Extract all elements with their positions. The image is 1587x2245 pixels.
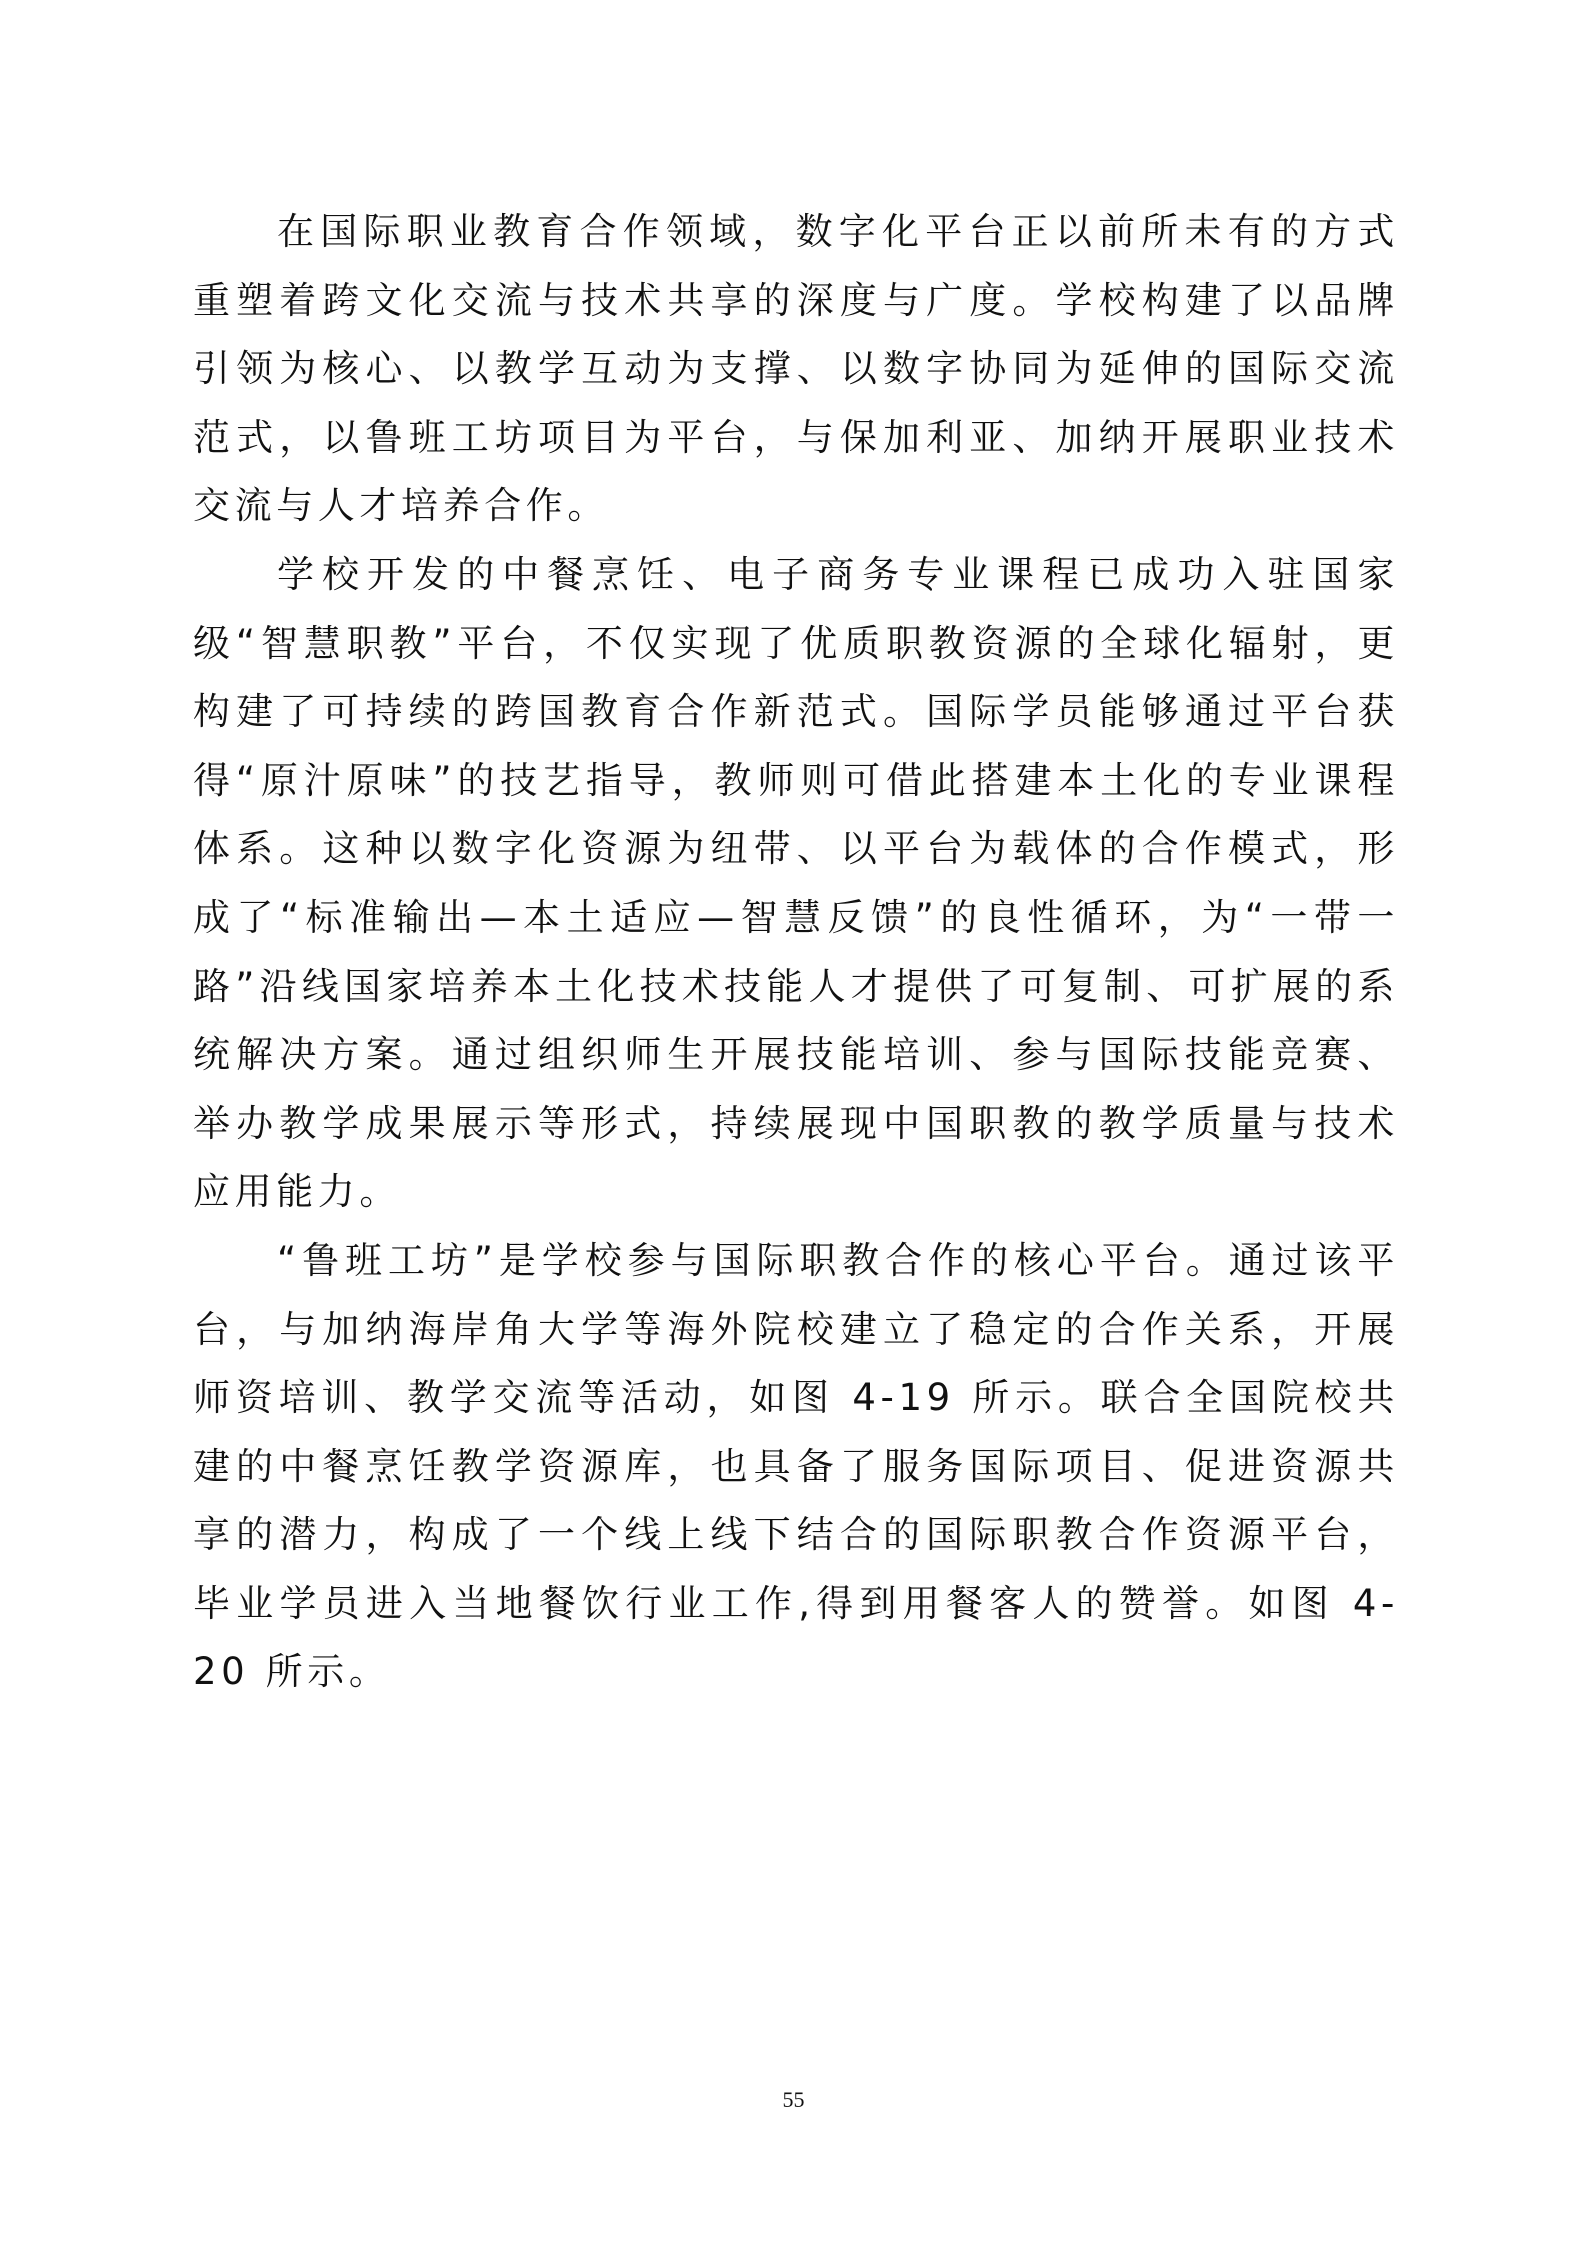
paragraph-smart-vocational-platform: 学校开发的中餐烹饪、电子商务专业课程已成功入驻国家级“智慧职教”平台，不仅实现了优质职教资源的全球化辐射，更构建了可持续的跨国教育合作新范式。国际学员能够通过平台获得“原汁原味”的技艺指导，教师则可借此搭建本土化的专业课程体系。这种以数字化资源为纽带、以平台为载体的合作模式，形成了“标准输出—本土适应—智慧反馈”的良性循环，为“一带一路”沿线国家培养本土化技术技能人才提供了可复制、可扩展的系统解决方案。通过组织师生开展技能培训、参与国际技能竞赛、举办教学成果展示等形式，持续展现中国职教的教学质量与技术应用能力。	[193, 552, 1399, 1214]
paragraph-luban-workshop: “鲁班工坊”是学校参与国际职教合作的核心平台。通过该平台，与加纳海岸角大学等海外院校建立了稳定的合作关系，开展师资培训、教学交流等活动，如图 4-19 所示。联合全国院校共建的中餐烹饪教学资源库，也具备了服务国际项目、促进资源共享的潜力，构成了一个线上线下结合的国际职教合作资源平台，毕业学员进入当地餐饮行业工作,得到用餐客人的赞誉。如图 4-20 所示。	[193, 1238, 1399, 1694]
body-text	[193, 198, 1399, 1707]
paragraph-digital-platform: 在国际职业教育合作领域，数字化平台正以前所未有的方式重塑着跨文化交流与技术共享的深度与广度。学校构建了以品牌引领为核心、以教学互动为支撑、以数字协同为延伸的国际交流范式，以鲁班工坊项目为平台，与保加利亚、加纳开展职业技术交流与人才培养合作。	[193, 210, 1399, 528]
page-number: 55	[782, 2087, 805, 2112]
